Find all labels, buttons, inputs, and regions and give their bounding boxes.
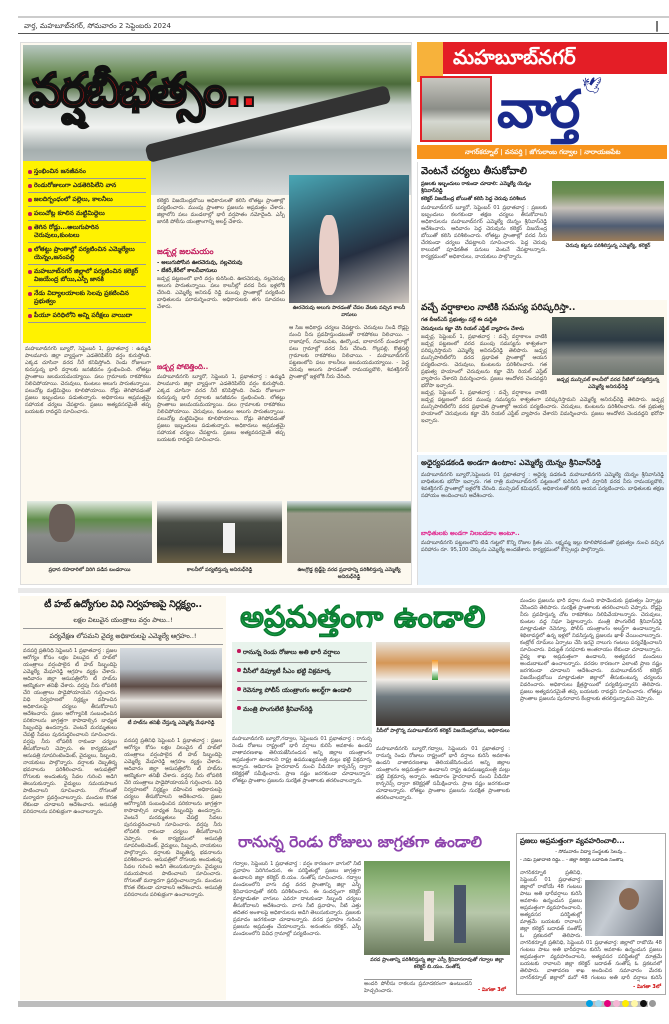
photo-caption: టీ హబ్‌ను తనిఖీ చేస్తున్న ఎమ్మెల్యే మేఘారెడ్డి [127,720,215,726]
flag-shape [432,660,438,680]
lead-subdeck-1: - అలుగుపోసిన ఊరచెరువు, నల్లచెరువు [157,260,243,266]
masthead-district: మహబూబ్‌నగర్ [443,42,667,74]
article-body: జడ్చర్ల, సెప్టెంబర్ 1, ప్రభాతవార్త : వచ్చే వర్షాకాలం నాటికి జడ్చర్ల పట్టణంలో వరద ముంపు సమస్యను శాశ్వతంగా పరిష్కరిస్తామని ఎమ్మెల్యే అనిరుధ్‌రెడ్డి తెలిపారు. జడ్చర్ల మున్సిపాలిటీలోని వరద ప్రభావిత ప్రాంతాల్లో ఆయన పర్యటించారు. చెరువులు, కుంటలను పరిశీలించారు. గత ప్రభుత్వ హయాంలో చెరువులను కబ్జా చేసి రియల్ ఎస్టేట్ వ్యాపారం చేశారని విమర్శించారు. ప్రజలు ఆందోళన చెందవద్దని భరోసా ఇచ్చారు. [421,334,547,389]
article-tail: అందరి పోలీసు రాకలను ప్రమాదకరంగా ఉంటుందని హెచ్చరించారు. [364,981,472,994]
gray-dot [649,1000,656,1007]
article-headline: వచ్చే వర్షాకాలం నాటికి సమస్య పరిష్కరిస్తా.. [421,303,576,313]
highlight-item: మహబూబ్‌నగర్ జిల్లాలో పర్యటించిన కలెక్టర్ విజయేంద్ర బోయి,ఎస్పీ జానకి [28,265,146,287]
vagu-inspection-photo [364,861,510,955]
flood-walk-photo [552,317,664,375]
light-magenta-dot [613,1000,620,1007]
article-headline: అప్రమత్తంగా ఉండాలి [240,600,486,635]
fish-photo-caption: ఊరచెరువు అలుగు పారడంతో చేపల వేటకు వచ్చిన కాలనీ వాసులు [292,305,406,318]
article-body-cont: నాగర్‌కర్నూల్ ప్రతినిధి, సెప్టెంబర్ 01 ప్రభాతవార్త: జిల్లాలో రాబోయే 48 గంటలు పాటు అతి భారీవర్షాలు కురిసే అవకాశం ఉన్నందున ప్రజలు అప్రమత్తంగా వ్యవహరించాలని, అత్యవసర పరిస్థితుల్లో మాత్రమే బయటకు రావాలని జిల్లా కలెక్టర్ బదావత్ సంతోష్ ఓ ప్రకటనలో తెలిపారు. వాతావరణ శాఖ అందించిన సమాచారం మేరకు నాగర్‌కర్నూల్ జిల్లాలో మరో 48 గంటలు అతి భారీ వర్షాలు కురిసే [520,940,662,981]
photo-caption: చెరువు కట్టను పరిశీలిస్తున్న ఎమ్మెల్యే, కలెక్టర్ [565,243,651,249]
collector-photo [585,880,663,936]
article-deck: లక్షల విలువైన యంత్రాలు వర్షం పాలు..! [23,612,223,629]
lead-col2: కలెక్టర్ విజయేంద్రబోయి అధికారులతో కలిసి లోతట్టు ప్రాంతాల్లో పర్యటించారు. ముంపు ప్రాంతాల ప్రజలను అప్రమత్తం చేశారు. జిల్లాలోని పలు మండలాల్లో భారీ వర్షపాతం నమోదైంది. ఎస్పీ జానకి పోలీసు యంత్రాంగాన్ని అలర్ట్ చేశారు. [157,198,285,225]
person-shape [454,885,466,943]
person-white-shirt [223,523,235,553]
thub-inspection-photo [120,648,222,718]
dateline: వార్త, మహబూబ్‌నగర్, సోమవారం 2 సెప్టెంబరు 2024 [24,22,171,30]
lead-highlights [23,161,151,343]
light-yellow-dot [631,1000,638,1007]
article-deck: - నేడు ప్రజావాణి రద్దు... - జిల్లా కలెక్టర్ బదావత్ సంతోష్ [520,858,624,863]
alert-bullet: వీసీలో డిప్యూటీ సీఎం భట్టి విక్రమార్క [237,663,367,682]
page-marker: | [654,19,659,32]
highlight-item: పలుచోట్ల కూలిన మట్టిమిద్దెలు [28,207,146,221]
dam-gates-photo [420,76,492,142]
article-body: వనపర్తి ప్రతినిధి సెప్టెంబర్ 1 ప్రభాతవార్త : ప్రజల ఆరోగ్యం కోసం లక్షల విలువైన టీ హబ్‌లో యంత్రాలు వర్షంపాలైన టీ హబ్ సిబ్బందిపై ఎమ్మెల్యే మేఘారెడ్డి ఆగ్రహం వ్యక్తం చేశారు. ఆదివారం జిల్లా ఆసుపత్రిలోని టీ హబ్‌ను ఆకస్మికంగా తనిఖీ చేశారు. వర్షపు నీరు లోపలికి చేరి యంత్రాలు పాడైపోయాయని గుర్తించారు. విధి నిర్వహణలో నిర్లక్ష్యం వహించిన అధికారులపై చర్యలు తీసుకోవాలని ఆదేశించారు. ప్రజల ఆరోగ్యానికి సంబంధించిన పరికరాలను జాగ్రత్తగా కాపాడాల్సిన బాధ్యత సిబ్బందిపై ఉందన్నారు. వెంటనే మరమ్మతులు చేపట్టి సేవలు పునరుద్ధరించాలని సూచించారు. వర్షపు నీరు లోపలికి రాకుండా చర్యలు తీసుకోవాలని చెప్పారు. ఈ కార్యక్రమంలో ఆసుపత్రి సూపరింటెండెంట్, వైద్యులు, సిబ్బంది, నాయకులు పాల్గొన్నారు. వర్షాలకు దెబ్బతిన్న భవనాలను పరిశీలించారు. ఆసుపత్రిలో రోగులకు అందుతున్న సేవల గురించి అడిగి తెలుసుకున్నారు. వైద్యులు సమయపాలన పాటించాలని సూచించారు. రోగులతో మర్యాదగా ప్రవర్తించాలన్నారు. మందుల కొరత లేకుండా చూడాలని ఆదేశించారు. ఆసుపత్రి పరిసరాలను పరిశుభ్రంగా ఉంచాలన్నారు. [23,648,117,815]
article-deck: ప్రజలకు ఇబ్బందులు రాకుండా చూడాలి: ఎమ్మెల్యే యెన్నం శ్రీనివాస్‌రెడ్డి [421,181,532,194]
article-deck: పర్యవేక్షణ లోపమని వైద్య అధికారులపై ఎమ్మెల్యే ఆగ్రహం..! [23,629,223,645]
magenta-dot [604,1000,611,1007]
continued-note: - మిగతా 3లో [478,987,506,993]
fish-shape [319,215,339,295]
article-deck: కలెక్టర్ విజయేంద్ర బోయితో కలిసి పెద్ద చెరువు పరిశీలన [421,196,526,202]
lead-subdeck-2: - బేకరీ,కేరీలో కాలనీవాసులు [157,268,217,274]
article-body-cont: జడ్చర్ల, సెప్టెంబర్ 1, ప్రభాతవార్త : వచ్చే వర్షాకాలం నాటికి జడ్చర్ల పట్టణంలో వరద ముంపు సమస్యను శాశ్వతంగా పరిష్కరిస్తామని ఎమ్మెల్యే అనిరుధ్‌రెడ్డి తెలిపారు. జడ్చర్ల మున్సిపాలిటీలోని వరద ప్రభావిత ప్రాంతాల్లో ఆయన పర్యటించారు. చెరువులు, కుంటలను పరిశీలించారు. గత ప్రభుత్వ హయాంలో చెరువులను కబ్జా చేసి రియల్ ఎస్టేట్ వ్యాపారం చేశారని విమర్శించారు. ప్రజలు ఆందోళన చెందవద్దని భరోసా ఇచ్చారు. [421,390,664,424]
lead-col2c: మహబూబ్‌నగర్ బ్యూరో, సెప్టెంబర్ 1, ప్రభాతవార్త : ఉమ్మడి పాలమూరు జిల్లా వ్యాప్తంగా ఎడతెరిపిలేని వర్షం కురుస్తోంది. ఎక్కడ చూసినా వరద నీరే కనిపిస్తోంది. రెండు రోజులుగా కురుస్తున్న భారీ వర్షాలకు జనజీవనం స్తంభించింది. లోతట్టు ప్రాంతాలు జలమయమయ్యాయి. పలు గ్రామాలకు రాకపోకలు నిలిచిపోయాయి. చెరువులు, కుంటలు అలుగు పారుతున్నాయి. పలుచోట్ల మట్టిమిద్దెలు కూలిపోయాయి. రోడ్లు తెగిపోవడంతో ప్రజలు ఇబ్బందులు పడుతున్నారు. అధికారులు అప్రమత్తమై సహాయక చర్యలు చేపట్టారు. ప్రజలు అత్యవసరమైతే తప్ప బయటకు రావద్దని సూచించారు. [157,374,285,443]
registration-dots [586,1000,656,1007]
masthead-brand: వార్త [497,80,579,140]
article-headline: అధైర్యపడకండి అండగా ఉంటాం: ఎమ్మెల్యే యెన్నం శ్రీనివాస్‌రెడ్డి [421,458,602,467]
tank-inspection-figure [552,181,664,250]
highlight-item: జలదిగ్బంధంలో పల్లెలు, కాలనీలు [28,193,146,207]
article-headline: వెంటనే చర్యలు తీసుకోవాలి [421,166,527,177]
article-body-right: మండల ప్రజలను భారీ వర్షాల నుంచి కాపాడేందుకు ప్రభుత్వం ఏర్పాట్లు చేసిందని తెలిపారు. సురక్షిత ప్రాంతాలకు తరలించాలని చెప్పారు. రోడ్లపై నీరు ప్రవహిస్తున్న చోట రాకపోకలు నిలిపివేయాలన్నారు. చెరువులు, కుంటల వద్ద నిఘా పెట్టాలన్నారు. మంత్రి పొంగులేటి శ్రీనివాస్‌రెడ్డి మాట్లాడుతూ రెవెన్యూ, పోలీస్ యంత్రాంగం అలర్ట్‌గా ఉండాలన్నారు. శిథిలావస్థలో ఉన్న ఇళ్లలో నివసిస్తున్న ప్రజలను ఖాళీ చేయించాలన్నారు. కంట్రోల్ రూమ్‌లు ఏర్పాటు చేసి ఇరవై నాలుగు గంటలు పర్యవేక్షించాలని సూచించారు. విద్యుత్ సరఫరాకు అంతరాయం లేకుండా చూడాలన్నారు. వైద్య శాఖ అప్రమత్తంగా ఉండాలని, అత్యవసర మందులు అందుబాటులో ఉంచాలన్నారు. వరదల కారణంగా ఎలాంటి ప్రాణ నష్టం జరగకుండా చూడాలని ఆదేశించారు. మహబూబ్‌నగర్ కలెక్టర్ విజయేంద్రబోయి మాట్లాడుతూ జిల్లాలో తీసుకుంటున్న చర్యలను వివరించారు. అధికారులు క్షేత్రస్థాయిలో పర్యటిస్తున్నారని తెలిపారు. ప్రజలు అత్యవసరమైతే తప్ప బయటకు రావద్దని సూచించారు. లోతట్టు ప్రాంతాల ప్రజలను పునరావాస కేంద్రాలకు తరలిస్తున్నామని చెప్పారు. [520,598,662,702]
article-monsoon [417,300,667,452]
article-headline: రానున్న రెండు రోజులు జాగ్రతగా ఉండాలి [238,833,483,851]
article-body: మహబూబ్‌నగర్ బ్యూరో, సెప్టెంబర్ 01 ప్రభాతవార్త : ప్రజలకు ఇబ్బందులు కలగకుండా తక్షణ చర్యలు తీసుకోవాలని అధికారులను మహబూబ్‌నగర్ ఎమ్మెల్యే యెన్నం శ్రీనివాస్‌రెడ్డి ఆదేశించారు. ఆదివారం పెద్ద చెరువును కలెక్టర్ విజయేంద్ర బోయితో కలిసి పరిశీలించారు. లోతట్టు ప్రాంతాల్లో వరద నీరు చేరకుండా చర్యలు చేపట్టాలని సూచించారు. పెద్ద చెరువు కాలువలో పూడికతీత పనులు వెంటనే చేపట్టాలన్నారు. కార్యక్రమంలో అధికారులు, నాయకులు పాల్గొన్నారు. [421,204,547,260]
person-shape [619,888,639,910]
section-divider [18,588,669,593]
alert-bullet: రానున్న రెండు రోజులు అతి భారీ వర్షాలు [237,644,367,663]
lead-subhead-2: జడ్చర్ల పోటెత్తింది.. [157,363,209,371]
flooded-bridge-photo [287,501,411,563]
boulder-shape [49,504,75,542]
flood-walk-figure [552,317,664,391]
highlight-item: తెగిన రోడ్లు...అలుగుపారిన చెరువులు,కుంటలు [28,221,146,243]
lead-col1: మహబూబ్‌నగర్ బ్యూరో, సెప్టెంబర్ 1, ప్రభాతవార్త : ఉమ్మడి పాలమూరు జిల్లా వ్యాప్తంగా ఎడతెరిపిలేని వర్షం కురుస్తోంది. ఎక్కడ చూసినా వరద నీరే కనిపిస్తోంది. రెండు రోజులుగా కురుస్తున్న భారీ వర్షాలకు జనజీవనం స్తంభించింది. లోతట్టు ప్రాంతాలు జలమయమయ్యాయి. పలు గ్రామాలకు రాకపోకలు నిలిచిపోయాయి. చెరువులు, కుంటలు అలుగు పారుతున్నాయి. పలుచోట్ల మట్టిమిద్దెలు కూలిపోయాయి. రోడ్లు తెగిపోవడంతో ప్రజలు ఇబ్బందులు పడుతున్నారు. అధికారులు అప్రమత్తమై సహాయక చర్యలు చేపట్టారు. ప్రజలు అత్యవసరమైతే తప్ప బయటకు రావద్దని సూచించారు. [25,346,151,415]
article-body-cont: మహబూబ్‌నగర్ బ్యూరో,గద్వాల, సెప్టెంబరు 01 ప్రభాతవార్త : రానున్న రెండు రోజులు రాష్ట్రంలో భారీ వర్షాలు కురిసే అవకాశం ఉందని వాతావరణశాఖ తెలియజేసినందున అన్ని జిల్లాల యంత్రాంగం అప్రమత్తంగా ఉండాలని రాష్ట్ర ఉపముఖ్యమంత్రి మల్లు భట్టి విక్రమార్క అన్నారు. ఆదివారం హైదరాబాద్ నుంచి వీడియో కాన్ఫరెన్స్ ద్వారా కలెక్టర్లతో సమీక్షించారు. ప్రాణ నష్టం జరగకుండా చూడాలన్నారు. లోతట్టు ప్రాంతాల ప్రజలను సురక్షిత ప్రాంతాలకు తరలించాలన్నారు. [376,746,510,801]
highlight-item: లోతట్టు ప్రాంతాల్లో పర్యటించిన ఎమ్మెల్యేలు యెన్నం,జనంపల్లి [28,243,146,265]
article-deck: గత బీఆర్ఎస్ ప్రభుత్వం వల్లే ఈ దుస్థితి [421,317,497,323]
article-headline: టీ హబ్ ఉద్యోగుల విధి నిర్వహణపై నిర్లక్ష్యం.. [44,599,202,610]
colony-visit-photo [157,501,282,563]
article-body-2: మహబూబ్‌నగర్ పట్టణంలోని టీడీ గుట్టలో కొన్ని రోజుల క్రితం ఎస్. లక్ష్మమ్మ ఇల్లు కూలిపోవడంతో ప్రభుత్వం నుంచి వచ్చిన పరిహారం రూ. 95,100 చెక్కును ఎమ్మెల్యే అందజేశారు. కార్యక్రమంలో కౌన్సిలర్లు పాల్గొన్నారు. [421,540,664,553]
article-thub [20,596,226,1000]
masthead [417,42,667,160]
alert-bullets [232,642,372,734]
page-header [18,16,669,34]
article-nagarkurnool [516,833,666,995]
article-body: నాగర్‌కర్నూల్ ప్రతినిధి, సెప్టెంబర్ 01 ప్రభాతవార్త: జిల్లాలో రాబోయే 48 గంటలు పాటు అతి భారీవర్షాలు కురిసే అవకాశం ఉన్నందున ప్రజలు అప్రమత్తంగా వ్యవహరించాలని, అత్యవసర పరిస్థితుల్లో మాత్రమే బయటకు రావాలని జిల్లా కలెక్టర్ బదావత్ సంతోష్ ఓ ప్రకటనలో తెలిపారు. [520,870,582,939]
lead-col2b: జడ్చర్ల పట్టణంలో భారీ వర్షం కురిసింది. ఊరచెరువు, నల్లచెరువు అలుగు పారుతున్నాయి. పలు కాలనీల్లో వరద నీరు ఇళ్లలోకి చేరింది. ఎమ్మెల్యే అనిరుధ్ రెడ్డి ముంపు ప్రాంతాల్లో పర్యటించి బాధితులను పరామర్శించారు. అధికారులకు తగు సూచనలు చేశారు. [157,276,285,310]
black-dot [640,1000,647,1007]
video-conference-photo [376,642,510,726]
article-gadwal [230,833,512,1000]
continued-note: - మిగతా 3లో [633,984,661,990]
article-headline: ప్రజలు అప్రమత్తంగా వ్యవహరించాలి... [520,837,625,845]
lead-headline: వర్షబీభత్సం.. [29,63,256,117]
yellow-dot [622,1000,629,1007]
highlight-item: స్తంభించిన జనజీవనం [28,165,146,179]
highlight-item: రెండురోజులుగా ఎడతెరిపిలేని వాన [28,179,146,193]
alert-bullet: మంత్రి పొంగులేటి శ్రీనివాస్‌రెడ్డి [237,701,367,719]
article-body: గద్వాల, సెప్టెంబర్ 1 ప్రభాతవార్త : వర్షం కారణంగా వాగులో నీటి ప్రవాహం పెరిగినందున, ఈ పరిస్థితుల్లో ప్రజలు జాగ్రత్తగా ఉండాలని జిల్లా కలెక్టర్ బి.యం. సంతోష్ సూచించారు. గద్వాల మండలంలోని వాగు వద్ద వరద ప్రాంతాన్ని జిల్లా ఎస్పీ శ్రీనివాసరావుతో కలిసి పరిశీలించారు. ఈ సందర్భంగా కలెక్టర్ మాట్లాడుతూ వాగులు ఎవరూ దాటకుండా సిబ్బంది చర్యలు తీసుకోవాలని ఆదేశించారు. వాగు నీటి ప్రవాహం, నీటి ఎత్తు తదితర అంశాలపై అధికారులను అడిగి తెలుసుకున్నారు. ప్రజలకు ప్రమాదం జరగకుండా చూడాలన్నారు. వరద ప్రవాహం గురించి ప్రజలను అప్రమత్తం చేయాలన్నారు. అనంతరం కలెక్టర్, ఎస్పీ మండలంలోని వివిధ గ్రామాల్లో పర్యటించారు. [233,861,361,937]
photo-caption: కాలనీలో పర్యటిస్తున్న అనిరుధ్‌రెడ్డి [186,567,253,573]
fish-photo [289,175,409,303]
alert-bullet: రెవెన్యూ పోలీస్ యంత్రాంగం అలర్ట్‌గా ఉండాలి [237,682,367,701]
masthead-subdistricts: నాగర్‌కర్నూల్ | వనపర్తి | జోగులాంబ గద్వాల | నారాయణపేట [417,145,667,159]
boulder-road-photo [27,501,152,563]
tank-inspection-photo [552,181,664,241]
highlight-item: నేడు విద్యాలయాలకు సెలవు ప్రకటించిన ప్రభుత్వం [28,287,146,309]
cyan-dot [586,1000,593,1007]
bird-logo-icon: 🕊 [582,76,603,95]
highlight-item: పీయూ పరిధిలోని అన్ని పరీక్షలు వాయిదా [28,309,146,323]
article-body: మహబూబ్‌నగర్ బ్యూరో,గద్వాల, సెప్టెంబరు 01 ప్రభాతవార్త : రానున్న రెండు రోజులు రాష్ట్రంలో భారీ వర్షాలు కురిసే అవకాశం ఉందని వాతావరణశాఖ తెలియజేసినందున అన్ని జిల్లాల యంత్రాంగం అప్రమత్తంగా ఉండాలని రాష్ట్ర ఉపముఖ్యమంత్రి మల్లు భట్టి విక్రమార్క అన్నారు. ఆదివారం హైదరాబాద్ నుంచి వీడియో కాన్ఫరెన్స్ ద్వారా కలెక్టర్లతో సమీక్షించారు. ప్రాణ నష్టం జరగకుండా చూడాలన్నారు. లోతట్టు ప్రాంతాల ప్రజలను సురక్షిత ప్రాంతాలకు తరలించాలన్నారు. [232,736,372,784]
article-mla-action [417,162,667,300]
lead-subhead: జడ్చర్ల జలమయం [157,247,214,256]
article-body-cont: వనపర్తి ప్రతినిధి సెప్టెంబర్ 1 ప్రభాతవార్త : ప్రజల ఆరోగ్యం కోసం లక్షల విలువైన టీ హబ్‌లో యంత్రాలు వర్షంపాలైన టీ హబ్ సిబ్బందిపై ఎమ్మెల్యే మేఘారెడ్డి ఆగ్రహం వ్యక్తం చేశారు. ఆదివారం జిల్లా ఆసుపత్రిలోని టీ హబ్‌ను ఆకస్మికంగా తనిఖీ చేశారు. వర్షపు నీరు లోపలికి చేరి యంత్రాలు పాడైపోయాయని గుర్తించారు. విధి నిర్వహణలో నిర్లక్ష్యం వహించిన అధికారులపై చర్యలు తీసుకోవాలని ఆదేశించారు. ప్రజల ఆరోగ్యానికి సంబంధించిన పరికరాలను జాగ్రత్తగా కాపాడాల్సిన బాధ్యత సిబ్బందిపై ఉందన్నారు. వెంటనే మరమ్మతులు చేపట్టి సేవలు పునరుద్ధరించాలని సూచించారు. వర్షపు నీరు లోపలికి రాకుండా చర్యలు తీసుకోవాలని చెప్పారు. ఈ కార్యక్రమంలో ఆసుపత్రి సూపరింటెండెంట్, వైద్యులు, సిబ్బంది, నాయకులు పాల్గొన్నారు. వర్షాలకు దెబ్బతిన్న భవనాలను పరిశీలించారు. ఆసుపత్రిలో రోగులకు అందుతున్న సేవల గురించి అడిగి తెలుసుకున్నారు. వైద్యులు సమయపాలన పాటించాలని సూచించారు. రోగులతో మర్యాదగా ప్రవర్తించాలన్నారు. మందుల కొరత లేకుండా చూడాలని ఆదేశించారు. ఆసుపత్రి పరిసరాలను పరిశుభ్రంగా ఉంచాలన్నారు. [124,738,222,898]
photo-caption: ప్రధాన రహదారిలో విరిగి పడిన బండరాయి [48,567,131,573]
article-body: మహబూబ్‌నగర్ బ్యూరో,సెప్టెంబరు 01 ప్రభాతవార్త : అధైర్య పడకండి మహబూబ్‌నగర్ ఎమ్మెల్యే యెన్నం శ్రీనివాస్‌రెడ్డి బాధితులకు భరోసా ఇచ్చారు. గత రాత్రి మహబూబ్‌నగర్ పట్టణంలో కురిసిన భారీ వర్షానికి వరద నీరు రామయ్యబౌలి, శివశక్తినగర్ ప్రాంతాల్లో ఇళ్లలోకి చేరింది. మున్సిపల్ కమిషనర్, అధికారులతో కలిసి ఆయన పర్యటించారు. బాధితులకు తక్షణ సహాయం అందించాలని ఆదేశించారు. [421,472,664,499]
article-deck: - సోమవారం విద్యా సంస్థలకు సెలవు... [555,850,627,855]
photo-caption: వీసీలో పాల్గొన్న మహబూబ్‌నగర్ కలెక్టర్ విజయేంద్రబోయి, అధికారులు [376,728,510,734]
article-subhead: బాధితులకు అండగా నిలబడదాం అంటూ.. [421,530,520,537]
article-alert [230,596,667,831]
photo-caption: జడ్చర్ల మున్సిపల్ కాలనీలో వరద నీటిలో పర్యటిస్తున్న ఎమ్మెల్యే అనిరుధ్‌రెడ్డి [556,377,660,390]
footer-bar [18,1001,648,1007]
lead-col3: ఆ సీజ అధికార్లు చర్యలు చేపట్టారు. చెరువులు నిండి రోడ్లపై నుంచి నీరు ప్రవహిస్తుండటంతో రాకపోకలు నిలిచాయి. - రాజాపూర్, నవాబుపేట, ఊర్కొండ, బాలానగర్ మండలాల్లో పలు గ్రామాల్లో వరద నీరు చేరింది. గొల్లపల్లి, కొత్తపల్లి గ్రామాలకు రాకపోకలు నిలిచాయి. - మహబూబ్‌నగర్ పట్టణంలోని పలు కాలనీలు జలమయమయ్యాయి. - పెద్ద చెరువు అలుగు పారడంతో రామయ్యబౌలి, శివశక్తినగర్ ప్రాంతాల్లో ఇళ్లలోకి నీరు చేరింది. [289,325,409,380]
lead-story [20,42,412,585]
person-shape [424,891,434,941]
light-cyan-dot [595,1000,602,1007]
article-deck: చెరువులను కబ్జా చేసి రియల్ ఎస్టేట్ వ్యాపారం చేశారు [421,325,524,332]
photo-caption: వరద ప్రాంతాన్ని పరిశీలిస్తున్న జిల్లా ఎస్పీ శ్రీనివాసరావుతో గద్వాల జిల్లా కలెక్టర్ బి.యం. సంతోష్ [370,957,504,970]
article-assurance [417,455,667,585]
photo-caption: ఊంగ్రొడ్డ బ్రిడ్జ్‌పై వరద ప్రవాహన్ని పరిశీలిస్తున్న ఎమ్మెల్యే అనిరుధ్‌రెడ్డి [297,567,401,580]
